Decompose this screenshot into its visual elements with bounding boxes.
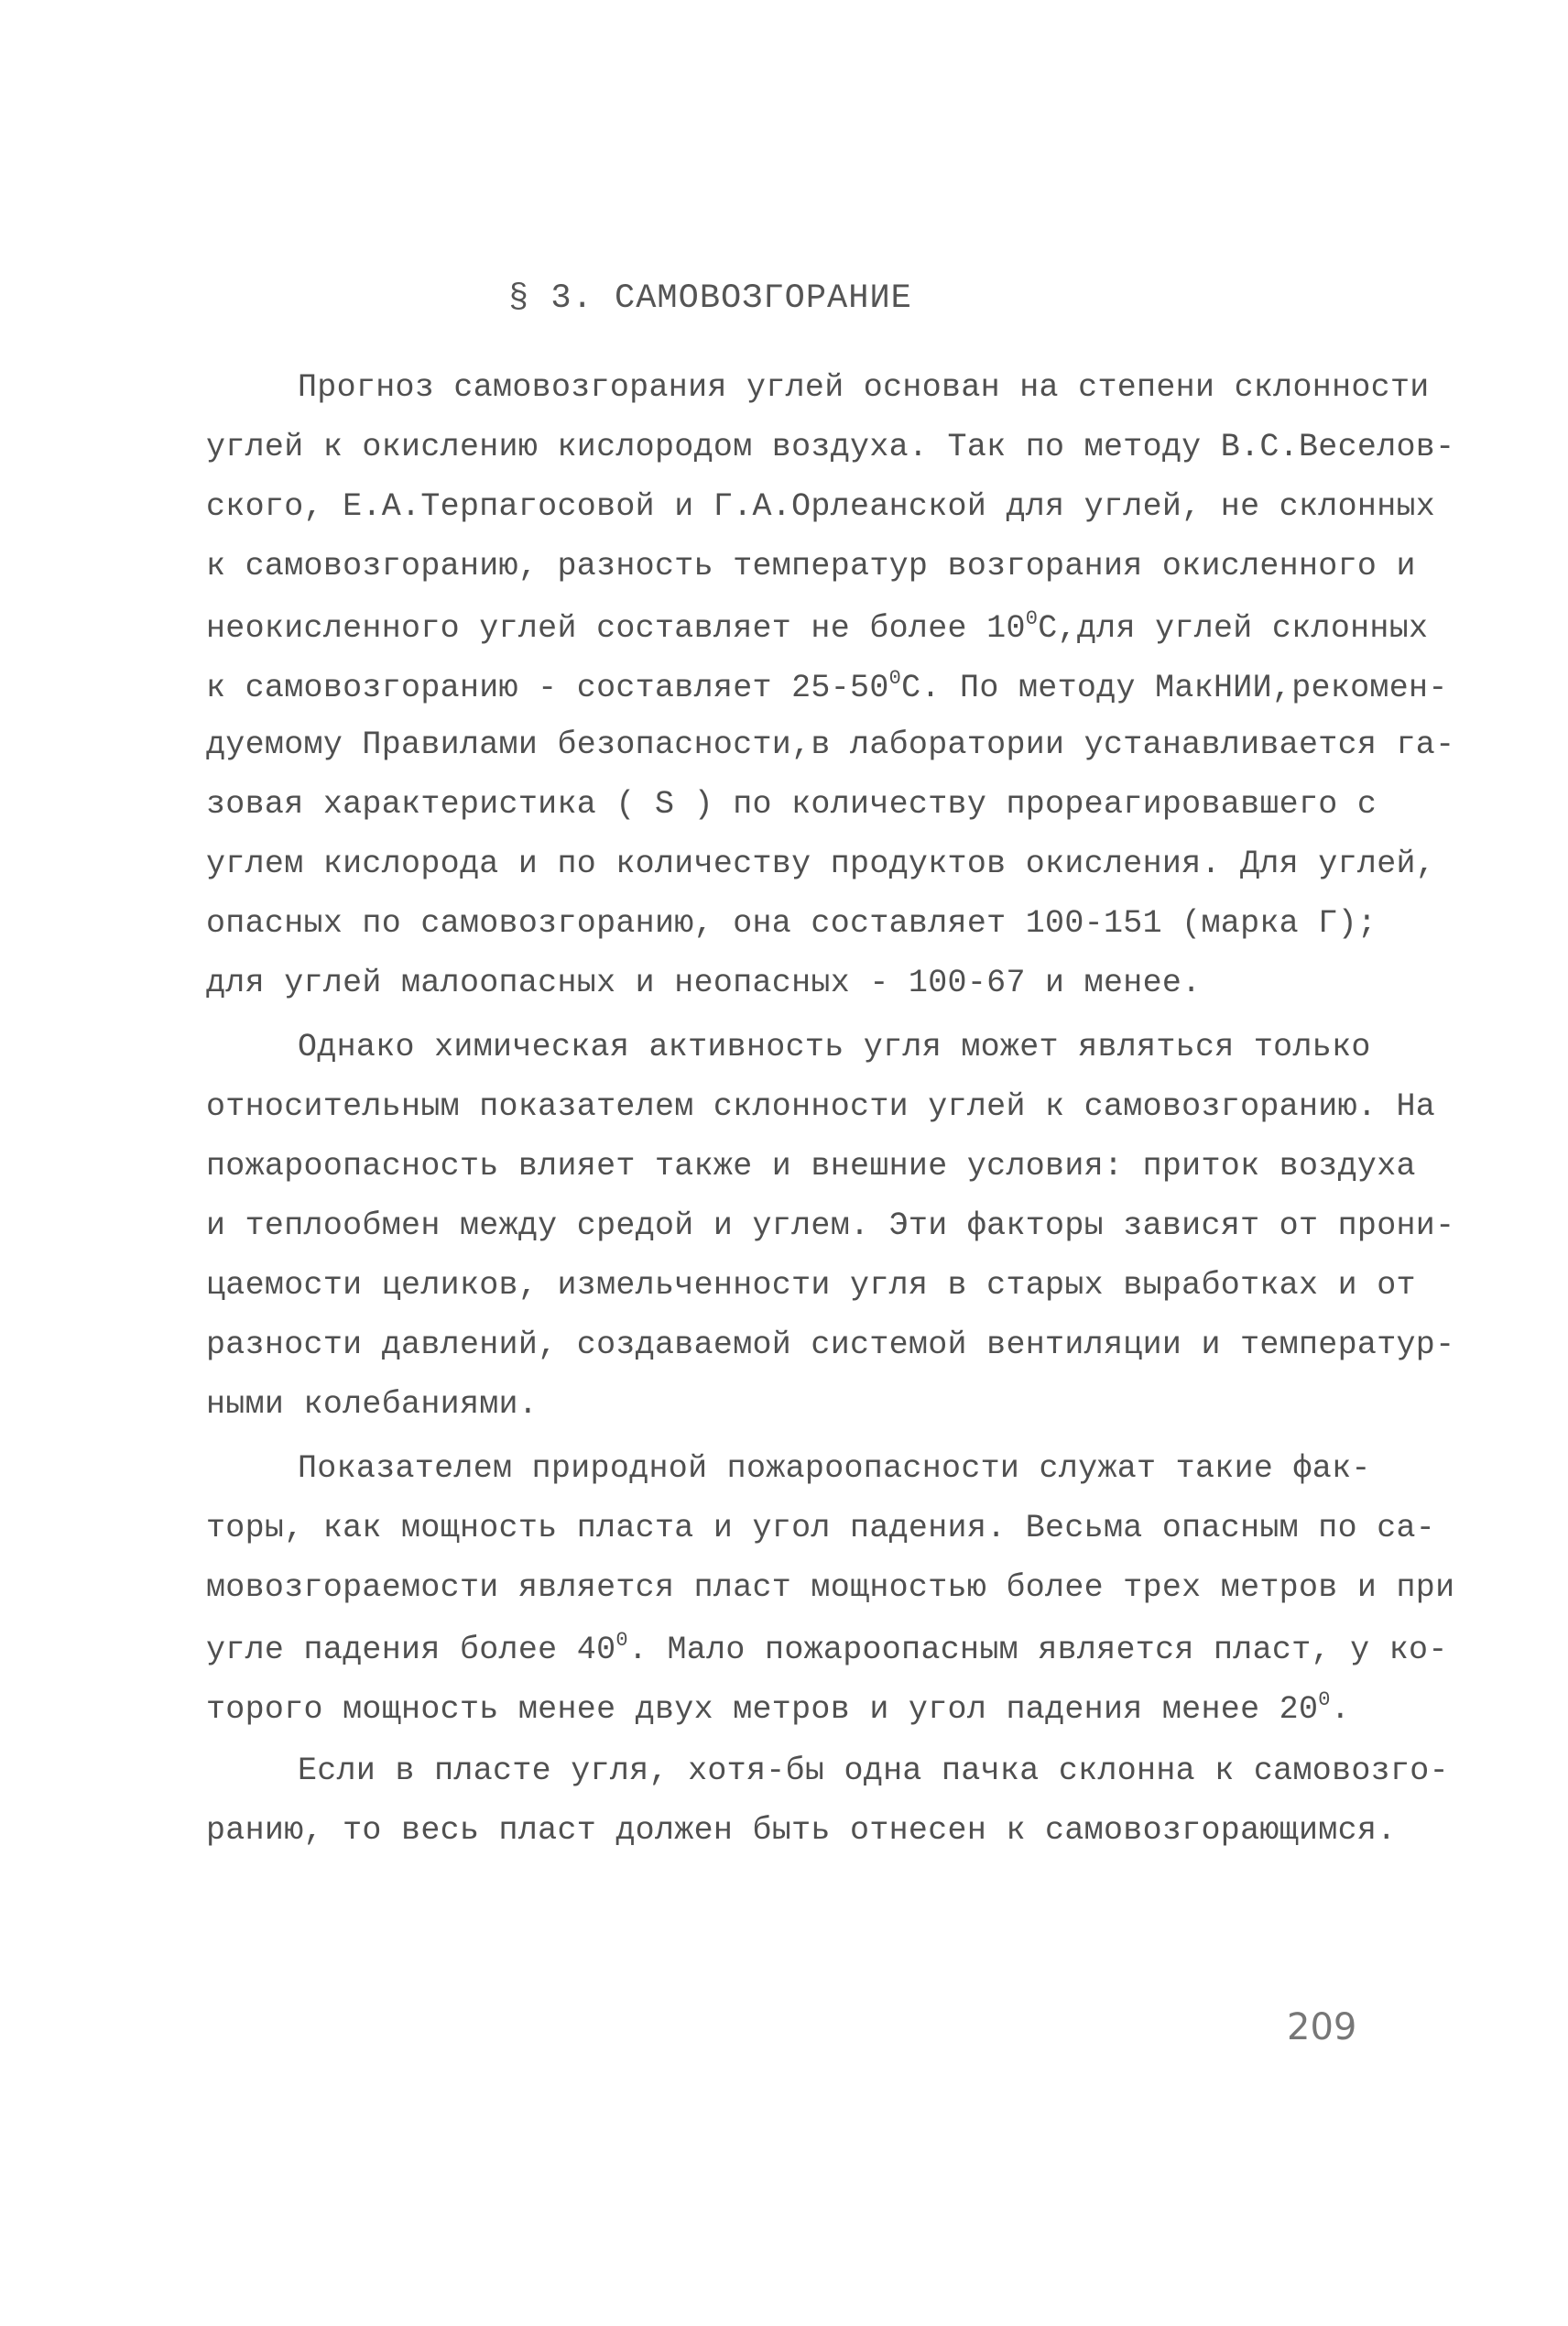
text-segment: С,для углей склонных [1038, 610, 1429, 647]
page-number: 209 [1287, 2006, 1357, 2048]
text-line: пожароопасность влияет также и внешние условия: приток воздуха [206, 1148, 1416, 1185]
text-line: разности давлений, создаваемой системой вентиляции и температур- [206, 1327, 1455, 1363]
text-segment: угле падения более 40 [206, 1632, 616, 1668]
text-line: цаемости целиков, измельченности угля в старых выработках и от [206, 1267, 1416, 1304]
degree-superscript: 0 [888, 667, 902, 690]
text-line: опасных по самовозгоранию, она составляет 100-151 (марка Г); [206, 905, 1377, 942]
degree-superscript: 0 [1025, 607, 1039, 630]
text-segment: . [1330, 1691, 1351, 1728]
degree-superscript: 0 [615, 1629, 628, 1652]
text-line: торы, как мощность пласта и угол падения. Весьма опасным по са- [206, 1510, 1436, 1546]
text-line [206, 1688, 1350, 1728]
text-segment: С. По методу МакНИИ,рекомен- [901, 670, 1448, 706]
text-line: для углей малоопасных и неопасных - 100-67 и менее. [206, 965, 1202, 1001]
section-heading: § 3. САМОВОЗГОРАНИЕ [508, 279, 912, 318]
text-line: зовая характеристика ( S ) по количеству прореагировавшего с [206, 786, 1377, 823]
text-line: и теплообмен между средой и углем. Эти факторы зависят от прони- [206, 1207, 1455, 1244]
text-line: Показателем природной пожароопасности служат такие фак- [298, 1450, 1371, 1487]
text-line [206, 607, 1428, 647]
text-line [206, 667, 1448, 706]
text-line: ными колебаниями. [206, 1386, 539, 1423]
text-segment: к самовозгоранию - составляет 25-50 [206, 670, 889, 706]
text-segment: . Мало пожароопасным является пласт, у ко- [627, 1632, 1448, 1668]
text-segment: торого мощность менее двух метров и угол падения менее 20 [206, 1691, 1319, 1728]
text-line: к самовозгоранию, разность температур возгорания окисленного и [206, 548, 1416, 584]
text-line: углем кислорода и по количеству продуктов окисления. Для углей, [206, 846, 1436, 882]
text-line: Однако химическая активность угля может являться только [298, 1029, 1371, 1065]
text-line [206, 1629, 1448, 1668]
text-line: углей к окислению кислородом воздуха. Так по методу В.С.Веселов- [206, 429, 1455, 465]
text-line: дуемому Правилами безопасности,в лаборатории устанавливается га- [206, 726, 1455, 763]
text-line: Если в пласте угля, хотя-бы одна пачка склонна к самовозго- [298, 1753, 1449, 1789]
degree-superscript: 0 [1318, 1688, 1331, 1711]
text-line: относительным показателем склонности углей к самовозгоранию. На [206, 1088, 1436, 1125]
text-segment: неокисленного углей составляет не более 10 [206, 610, 1026, 647]
text-line: ского, Е.А.Терпагосовой и Г.А.Орлеанской для углей, не склонных [206, 488, 1436, 525]
text-line: Прогноз самовозгорания углей основан на степени склонности [298, 369, 1430, 406]
text-line: ранию, то весь пласт должен быть отнесен к самовозгорающимся. [206, 1812, 1397, 1849]
text-line: мовозгораемости является пласт мощностью более трех метров и при [206, 1569, 1455, 1606]
